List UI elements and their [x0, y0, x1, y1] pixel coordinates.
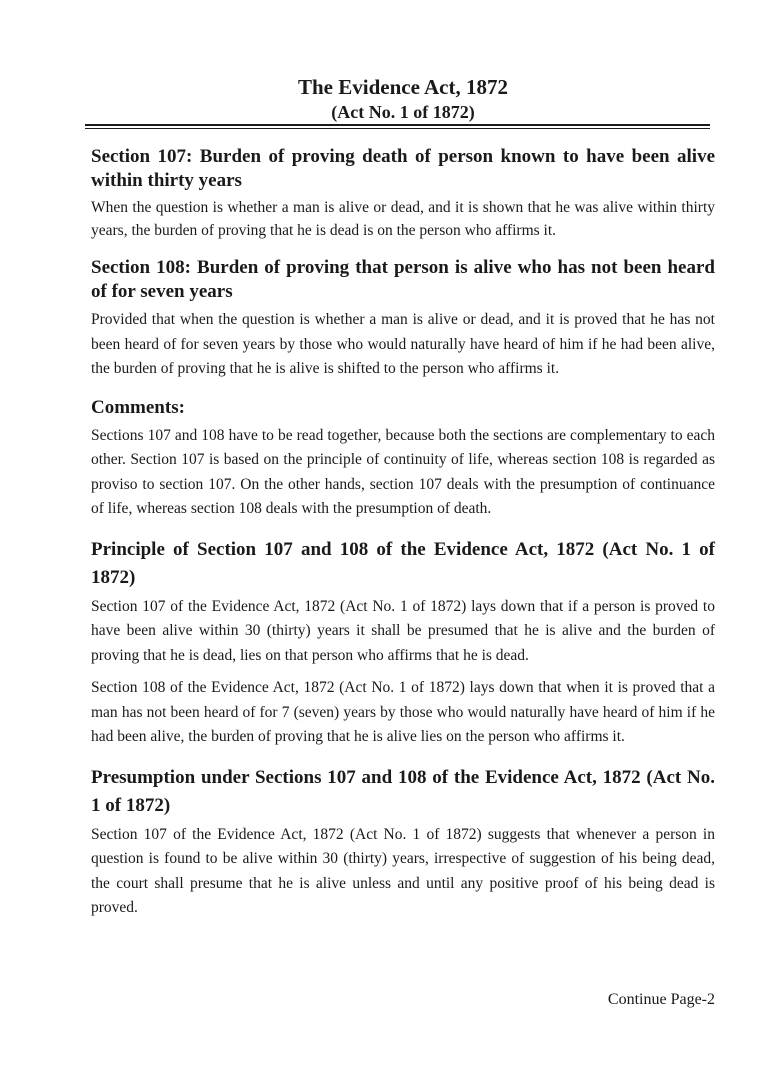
section-paragraph: When the question is whether a man is alive or dead, and it is shown that he was alive within thirty years, the burden of proving that he is dead is on the person who affirms it.	[91, 199, 715, 239]
section-paragraph: Section 107 of the Evidence Act, 1872 (Act No. 1 of 1872) lays down that if a person is proved to have been alive within 30 (thirty) years it shall be presumed that he is alive and the burden of proving that he is dead, lies on that person who affirms that he is dead.	[91, 597, 715, 664]
comments-section	[91, 396, 715, 522]
section-heading: Comments:	[91, 396, 185, 418]
section-heading: Presumption under Sections 107 and 108 of the Evidence Act, 1872 (Act No. 1 of 1872)	[91, 766, 715, 816]
section-heading: Section 108: Burden of proving that person is alive who has not been heard of for seven years	[91, 257, 715, 302]
section-108	[91, 256, 715, 382]
section-paragraph: Sections 107 and 108 have to be read together, because both the sections are complementary to each other. Section 107 is based on the principle of continuity of life, whereas section 108 is regarded as proviso to section 107. On the other hands, section 107 deals with the presumption of continuance of life, whereas section 108 deals with the presumption of death.	[91, 426, 715, 517]
continue-page-label: Continue Page-2	[607, 991, 715, 1008]
principle-section	[91, 536, 715, 750]
document-title: The Evidence Act, 1872	[298, 75, 508, 99]
document-body	[91, 145, 715, 921]
section-paragraph: Section 107 of the Evidence Act, 1872 (Act No. 1 of 1872) suggests that whenever a person in question is found to be alive within 30 (thirty) years, irrespective of suggestion of his being dead, the court shall presume that he is alive unless and until any positive proof of his being dead is proved.	[91, 825, 715, 916]
section-paragraph: Section 108 of the Evidence Act, 1872 (Act No. 1 of 1872) lays down that when it is proved that a man has not been heard of for 7 (seven) years by those who would naturally have heard of him if he had been alive, the burden of proving that he is alive lies on the person who affirms it.	[91, 679, 715, 745]
document-subtitle: (Act No. 1 of 1872)	[331, 102, 475, 122]
title-rule-thick	[85, 124, 710, 126]
section-heading: Section 107: Burden of proving death of person known to have been alive within thirty years	[91, 146, 715, 191]
title-rule-thin	[85, 128, 710, 129]
presumption-section	[91, 764, 715, 921]
section-107	[91, 145, 715, 242]
section-paragraph: Provided that when the question is whether a man is alive or dead, and it is proved that he has not been heard of for seven years by those who would naturally have heard of him if he had been alive, the burden of proving that he is alive is shifted to the person who affirms it.	[91, 311, 715, 377]
section-heading: Principle of Section 107 and 108 of the Evidence Act, 1872 (Act No. 1 of 1872)	[91, 538, 715, 588]
